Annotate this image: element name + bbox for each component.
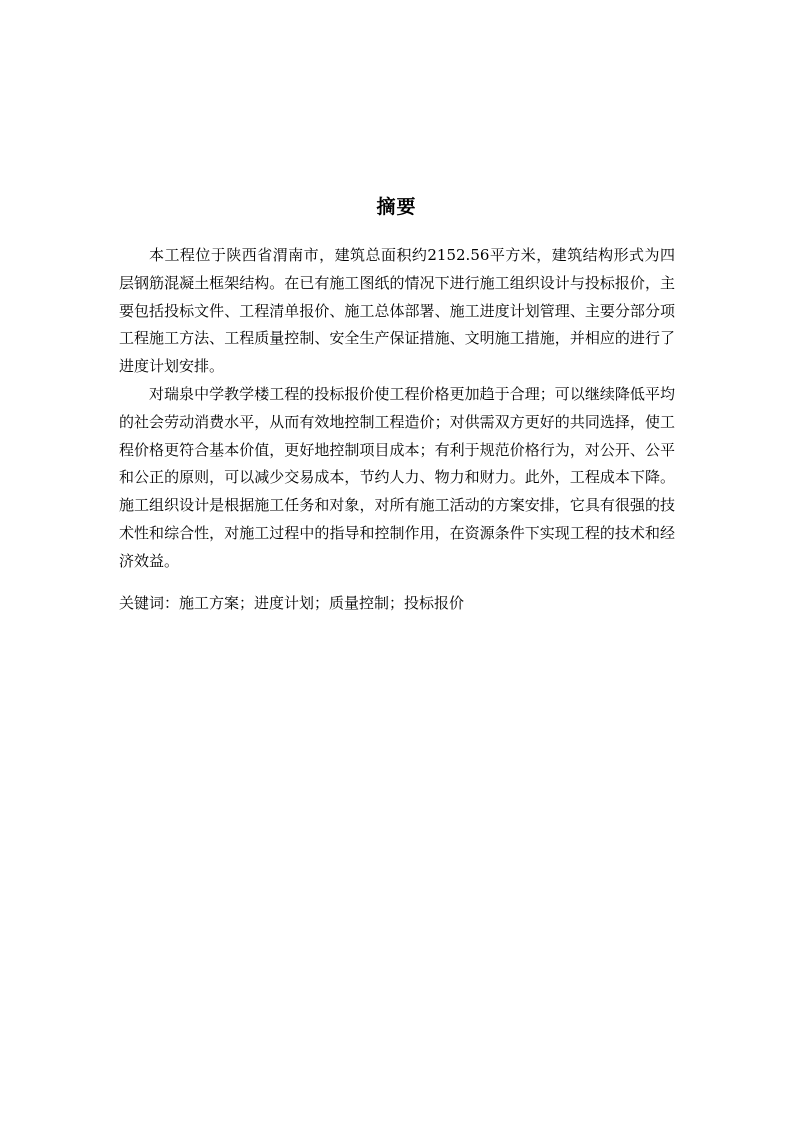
keywords-line: 关键词：施工方案；进度计划；质量控制；投标报价 bbox=[119, 593, 465, 612]
abstract-title: 摘要 bbox=[376, 196, 417, 218]
abstract-paragraph-2: 对瑞泉中学教学楼工程的投标报价使工程价格更加趋于合理；可以继续降低平均的社会劳动消费水平，从而有效地控制工程造价；对供需双方更好的共同选择，使工程价格更符合基本价值，更好地控制项目成本；有利于规范价格行为，对公开、公平和公正的原则，可以减少交易成本，节约人力、物力和财力。此外，工程成本下降。施工组织设计是根据施工任务和对象，对所有施工活动的方案安排，它具有很强的技术性和综合性，对施工过程中的指导和控制作用，在资源条件下实现工程的技术和经济效益。 bbox=[119, 384, 675, 570]
abstract-body bbox=[119, 242, 675, 617]
abstract-paragraph-1: 本工程位于陕西省渭南市，建筑总面积约2152.56平方米，建筑结构形式为四层钢筋混凝土框架结构。在已有施工图纸的情况下进行施工组织设计与投标报价，主要包括投标文件、工程清单报价、施工总体部署、施工进度计划管理、主要分部分项工程施工方法、工程质量控制、安全生产保证措施、文明施工措施，并相应的进行了进度计划安排。 bbox=[119, 246, 675, 376]
